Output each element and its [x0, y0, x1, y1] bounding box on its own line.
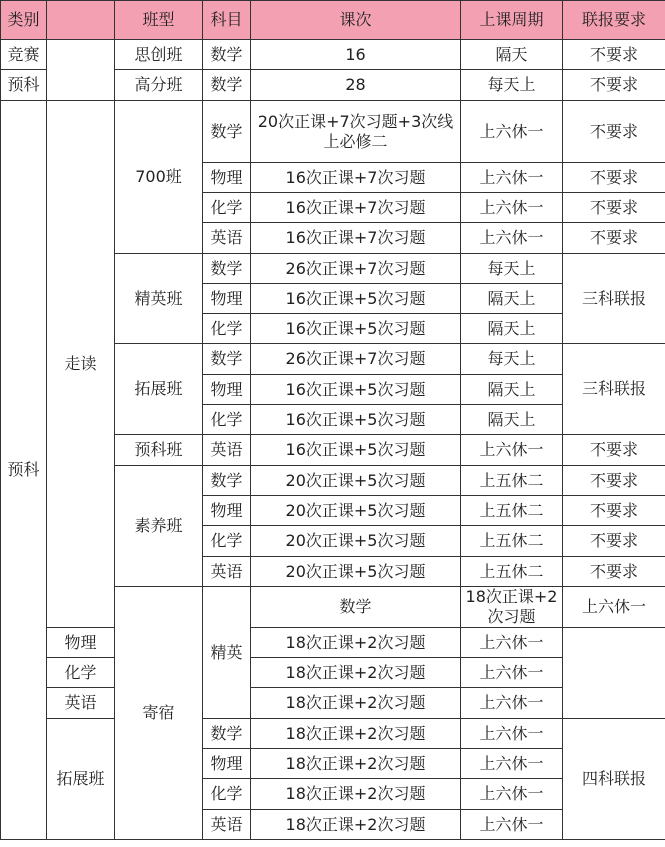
header-requirement: 联报要求	[563, 1, 665, 40]
requirement-cell: 不要求	[563, 466, 665, 496]
subject-cell: 物理	[203, 375, 251, 405]
subject-cell: 数学	[203, 101, 251, 163]
requirement-cell: 三科联报	[563, 344, 665, 435]
cycle-cell: 上六休一	[461, 779, 563, 810]
cycle-cell: 上六休一	[563, 587, 665, 628]
subject-cell: 英语	[203, 223, 251, 254]
subject-cell: 英语	[203, 810, 251, 840]
subject-cell: 化学	[47, 658, 115, 688]
group-cell-jisu: 寄宿	[115, 587, 203, 840]
requirement-cell: 三科联报	[563, 254, 665, 344]
class-cell: 预科班	[115, 435, 203, 466]
cycle-cell: 每天上	[461, 70, 563, 101]
subject-cell: 数学	[203, 719, 251, 749]
class-cell: 拓展班	[115, 344, 203, 435]
header-sessions: 课次	[251, 1, 461, 40]
subject-cell: 化学	[203, 526, 251, 557]
header-category: 类别	[1, 1, 47, 40]
cycle-cell: 上五休二	[461, 526, 563, 557]
sessions-cell: 20次正课+7次习题+3次线上必修二	[251, 101, 461, 163]
sessions-cell: 16次正课+5次习题	[251, 314, 461, 344]
sessions-cell: 20次正课+5次习题	[251, 526, 461, 557]
cycle-cell: 隔天	[461, 40, 563, 70]
table-row	[1, 658, 665, 688]
cycle-cell: 上六休一	[461, 658, 563, 688]
class-cell: 拓展班	[47, 719, 115, 840]
cycle-cell: 上六休一	[461, 810, 563, 840]
cycle-cell: 上六休一	[461, 719, 563, 749]
sessions-cell: 18次正课+2次习题	[251, 628, 461, 658]
cycle-cell: 每天上	[461, 254, 563, 284]
cycle-cell: 隔天上	[461, 405, 563, 435]
sessions-cell: 16	[251, 40, 461, 70]
subject-cell: 数学	[203, 254, 251, 284]
cycle-cell: 每天上	[461, 344, 563, 375]
sessions-cell: 18次正课+2次习题	[251, 779, 461, 810]
header-cycle: 上课周期	[461, 1, 563, 40]
class-cell: 思创班	[115, 40, 203, 70]
cycle-cell: 上五休二	[461, 557, 563, 587]
group-cell	[47, 40, 115, 101]
group-cell-zoudu: 走读	[47, 101, 115, 628]
sessions-cell: 18次正课+2次习题	[251, 719, 461, 749]
header-row	[1, 1, 665, 40]
subject-cell: 英语	[203, 557, 251, 587]
class-cell: 精英班	[115, 254, 203, 344]
class-cell: 700班	[115, 101, 203, 254]
table-row	[1, 40, 665, 70]
subject-cell: 数学	[203, 70, 251, 101]
sessions-cell: 16次正课+5次习题	[251, 375, 461, 405]
subject-cell: 数学	[251, 587, 461, 628]
table-row	[1, 628, 665, 658]
category-cell: 预科	[1, 70, 47, 101]
subject-cell: 物理	[203, 284, 251, 314]
class-cell: 精英	[203, 587, 251, 719]
requirement-cell: 不要求	[563, 496, 665, 526]
requirement-cell: 四科联报	[563, 719, 665, 840]
subject-cell: 数学	[203, 466, 251, 496]
sessions-cell: 18次正课+2次习题	[251, 810, 461, 840]
requirement-cell: 不要求	[563, 223, 665, 254]
header-class: 班型	[115, 1, 203, 40]
cycle-cell: 隔天上	[461, 314, 563, 344]
sessions-cell: 16次正课+5次习题	[251, 284, 461, 314]
sessions-cell: 26次正课+7次习题	[251, 344, 461, 375]
sessions-cell: 18次正课+2次习题	[251, 658, 461, 688]
requirement-cell: 不要求	[563, 526, 665, 557]
table-row	[1, 719, 665, 749]
class-cell: 高分班	[115, 70, 203, 101]
cycle-cell: 隔天上	[461, 375, 563, 405]
category-cell: 竞赛	[1, 40, 47, 70]
subject-cell: 数学	[203, 344, 251, 375]
cycle-cell: 上六休一	[461, 193, 563, 223]
class-cell: 素养班	[115, 466, 203, 587]
cycle-cell: 上六休一	[461, 688, 563, 719]
category-cell-main: 预科	[1, 101, 47, 840]
cycle-cell: 上五休二	[461, 466, 563, 496]
sessions-cell: 16次正课+7次习题	[251, 163, 461, 193]
subject-cell: 物理	[203, 496, 251, 526]
requirement-cell: 不要求	[563, 101, 665, 163]
sessions-cell: 16次正课+7次习题	[251, 193, 461, 223]
sessions-cell: 18次正课+2次习题	[251, 688, 461, 719]
cycle-cell: 上六休一	[461, 163, 563, 193]
table-row	[1, 688, 665, 719]
subject-cell: 物理	[47, 628, 115, 658]
table-row	[1, 101, 665, 163]
subject-cell: 化学	[203, 193, 251, 223]
cycle-cell: 上六休一	[461, 101, 563, 163]
subject-cell: 英语	[47, 688, 115, 719]
requirement-cell: 不要求	[563, 193, 665, 223]
cycle-cell: 上六休一	[461, 435, 563, 466]
sessions-cell: 16次正课+5次习题	[251, 405, 461, 435]
cycle-cell: 隔天上	[461, 284, 563, 314]
sessions-cell: 16次正课+7次习题	[251, 223, 461, 254]
cycle-cell: 上五休二	[461, 496, 563, 526]
sessions-cell: 26次正课+7次习题	[251, 254, 461, 284]
sessions-cell: 18次正课+2次习题	[461, 587, 563, 628]
requirement-cell: 不要求	[563, 70, 665, 101]
sessions-cell: 20次正课+5次习题	[251, 557, 461, 587]
header-subject: 科目	[203, 1, 251, 40]
sessions-cell: 16次正课+5次习题	[251, 435, 461, 466]
requirement-cell: 不要求	[563, 40, 665, 70]
subject-cell: 物理	[203, 749, 251, 779]
subject-cell: 数学	[203, 40, 251, 70]
sessions-cell: 20次正课+5次习题	[251, 466, 461, 496]
cycle-cell: 上六休一	[461, 628, 563, 658]
requirement-cell: 不要求	[563, 435, 665, 466]
subject-cell: 物理	[203, 163, 251, 193]
subject-cell: 化学	[203, 314, 251, 344]
subject-cell: 化学	[203, 405, 251, 435]
sessions-cell: 18次正课+2次习题	[251, 749, 461, 779]
subject-cell: 化学	[203, 779, 251, 810]
sessions-cell: 20次正课+5次习题	[251, 496, 461, 526]
subject-cell: 英语	[203, 435, 251, 466]
header-blank	[47, 1, 115, 40]
requirement-cell: 不要求	[563, 163, 665, 193]
cycle-cell: 上六休一	[461, 749, 563, 779]
sessions-cell: 28	[251, 70, 461, 101]
cycle-cell: 上六休一	[461, 223, 563, 254]
requirement-cell: 不要求	[563, 557, 665, 587]
